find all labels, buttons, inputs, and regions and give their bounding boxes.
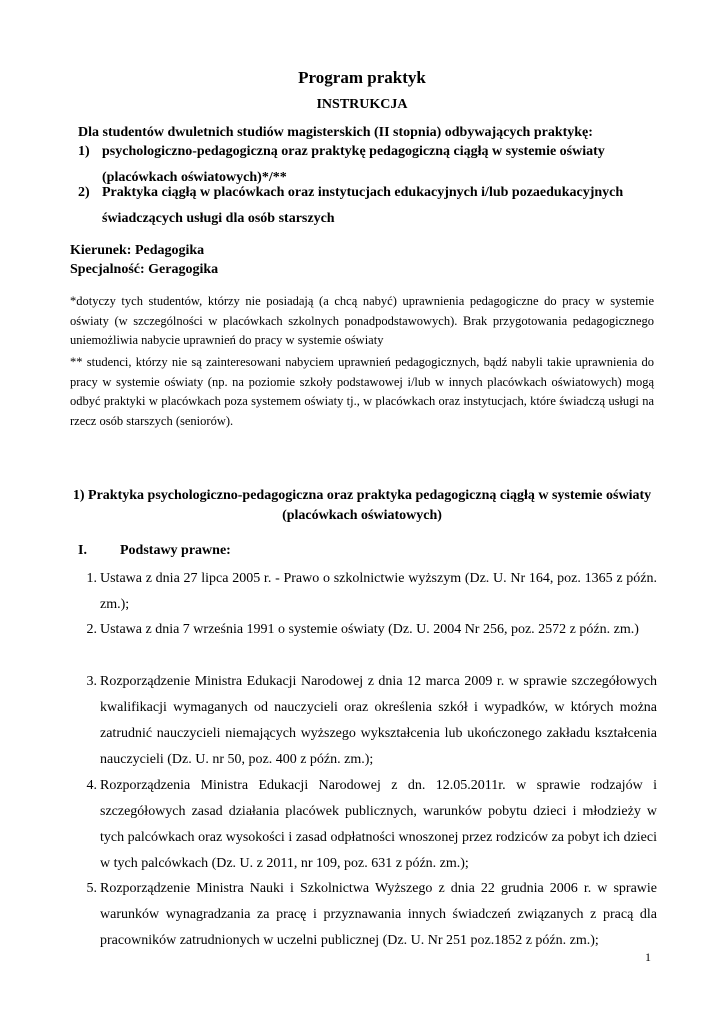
legal-basis-text: Rozporządzenie Ministra Edukacji Narodowej z dnia 12 marca 2009 r. w sprawie szczegółowych kwalifikacji wymaganych od nauczycieli oraz określenia szkół i wypadków, w których można zatrudnić nauczycieli niemających wyższego wykształcenia lub ukończonego zakładu kształcenia nauczycieli (Dz. U. nr 50, poz. 400 z późn. zm.); xyxy=(100,674,657,767)
legal-basis-text: Ustawa z dnia 27 lipca 2005 r. - Prawo o szkolnictwie wyższym (Dz. U. Nr 164, poz. 1365 z późn. zm.); xyxy=(100,571,657,612)
page-number: 1 xyxy=(645,950,651,964)
page-title: Program praktyk xyxy=(298,68,426,87)
legal-basis-number: 2. xyxy=(86,622,97,637)
specialization: Specjalność: Geragogika xyxy=(70,262,219,277)
footnote-single-asterisk: *dotyczy tych studentów, którzy nie posiadają (a chcą nabyć) uprawnienia pedagogiczne do pracy w systemie oświaty (w szczególności w placówkach szkolnych ponadpodstawowych). Brak przygotowania pedagogicznego uniemożliwia nabycie uprawnień do pracy w systemie oświaty xyxy=(70,294,654,347)
page-subtitle: INSTRUKCJA xyxy=(316,97,408,112)
footnote-double-asterisk: ** studenci, którzy nie są zainteresowani nabyciem uprawnień pedagogicznych, bądź nabyli takie uprawnienia do pracy w systemie oświaty (np. na poziomie szkoły podstawowej i/lub w innych placówkach oświatowych) mogą odbyć praktyki w placówkach poza systemem oświaty tj., w placówkach oraz instytucjach, które świadczą usługi na rzecz osób starszych (seniorów). xyxy=(70,355,654,428)
legal-basis-text: Rozporządzenie Ministra Nauki i Szkolnictwa Wyższego z dnia 22 grudnia 2006 r. w sprawie warunków wynagradzania za pracę i przyznawania innych świadczeń związanych z pracą dla pracowników zatrudnionych w uczelni publicznej (Dz. U. Nr 251 poz.1852 z późn. zm.); xyxy=(100,881,657,948)
legal-basis-heading-text: Podstawy prawne: xyxy=(120,543,231,558)
legal-basis-number: 4. xyxy=(86,778,97,793)
legal-basis-number: 3. xyxy=(86,674,97,689)
legal-basis-text: Rozporządzenia Ministra Edukacji Narodowej z dn. 12.05.2011r. w sprawie rodzajów i szczegółowych zasad działania placówek publicznych, warunków pobytu dzieci i młodzieży w tych palcówkach oraz wysokości i zasad odpłatności wnoszonej przez rodziców za pobyt ich dzieci w tych palcówkach (Dz. U. z 2011, nr 109, poz. 631 z późn. zm.); xyxy=(100,778,657,871)
section-title: 1) Praktyka psychologiczno-pedagogiczna oraz praktyka pedagogiczną ciągłą w systemie oświaty (placówkach oświatowych) xyxy=(72,488,652,523)
legal-basis-text: Ustawa z dnia 7 września 1991 o systemie oświaty (Dz. U. 2004 Nr 256, poz. 2572 z późn. zm.) xyxy=(100,622,639,637)
legal-basis-number: 5. xyxy=(86,881,97,896)
practice-type-text: psychologiczno-pedagogiczną oraz praktykę pedagogiczną ciągłą w systemie oświaty (placówkach oświatowych)*/** xyxy=(102,144,605,185)
roman-numeral: I. xyxy=(78,543,87,558)
practice-type-text: Praktyka ciągłą w placówkach oraz instytucjach edukacyjnych i/lub pozaedukacyjnych świadczących usługi dla osób starszych xyxy=(102,185,624,226)
practice-type-number: 2) xyxy=(78,185,90,200)
intro-text: Dla studentów dwuletnich studiów magisterskich (II stopnia) odbywających praktykę: xyxy=(78,125,593,140)
legal-basis-number: 1. xyxy=(86,571,97,586)
practice-type-number: 1) xyxy=(78,144,90,159)
field-of-study: Kierunek: Pedagogika xyxy=(70,243,205,258)
